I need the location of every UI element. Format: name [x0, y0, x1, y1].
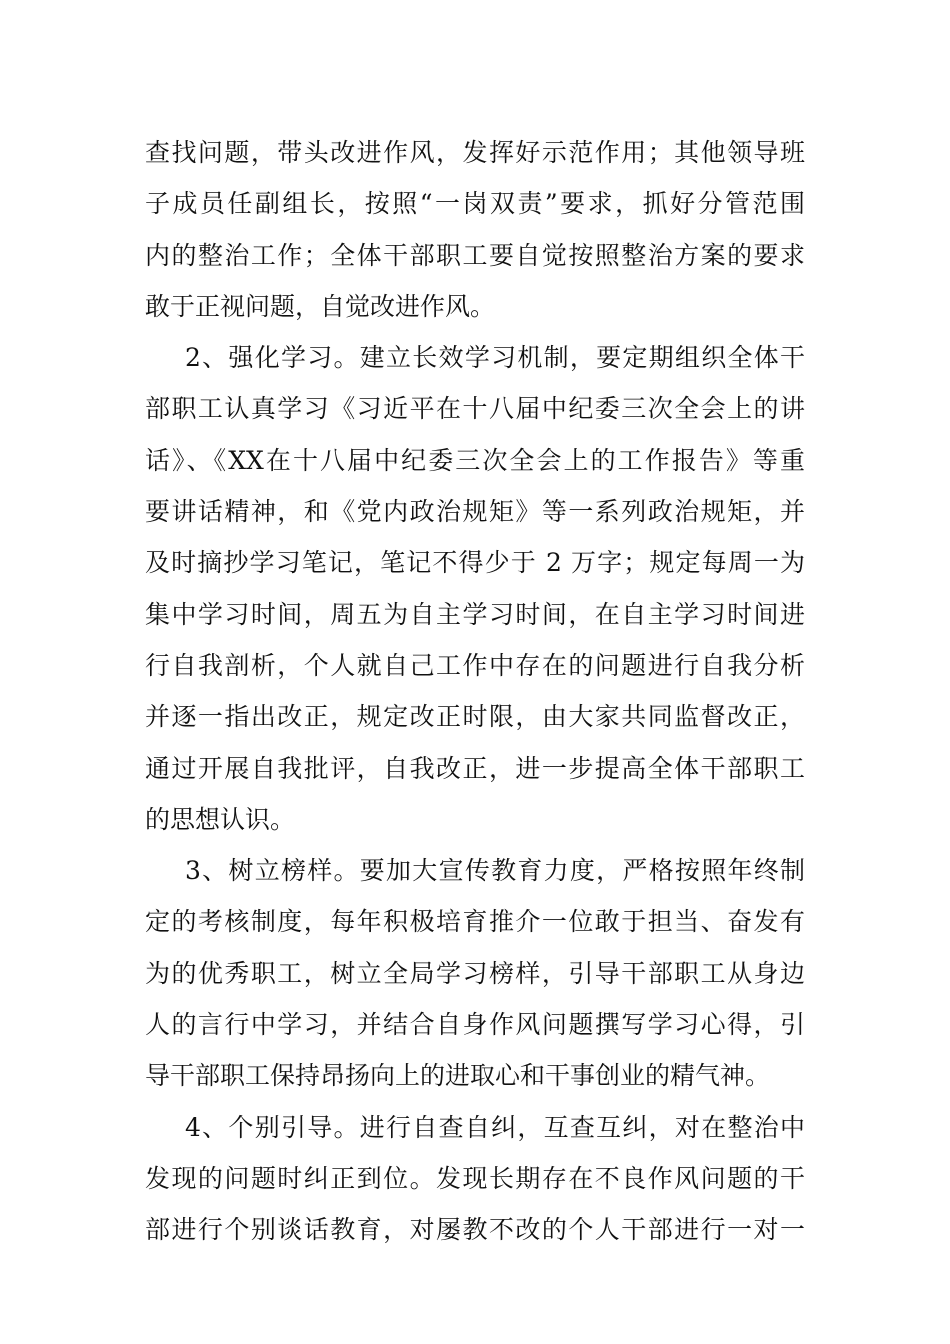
- text-line: 话》、《XX在十八届中纪委三次全会上的工作报告》等重: [145, 445, 805, 475]
- paragraph-first-line: 4、个别引导。进行自查自纠，互查互纠，对在整治中: [185, 1112, 805, 1142]
- text-line: 发现的问题时纠正到位。发现长期存在不良作风问题的干: [145, 1163, 805, 1193]
- text-line: 子成员任副组长，按照“一岗双责”要求，抓好分管范围: [145, 189, 805, 219]
- text-line: 的思想认识。: [145, 804, 296, 834]
- paragraph-first-line: 2、强化学习。建立长效学习机制，要定期组织全体干: [185, 343, 805, 373]
- text-line: 及时摘抄学习笔记，笔记不得少于 2 万字；规定每周一为: [145, 548, 805, 578]
- text-line: 敢于正视问题，自觉改进作风。: [145, 291, 496, 321]
- text-line: 内的整治工作；全体干部职工要自觉按照整治方案的要求: [145, 240, 805, 270]
- text-line: 要讲话精神，和《党内政治规矩》等一系列政治规矩，并: [145, 497, 805, 527]
- text-line: 查找问题，带头改进作风，发挥好示范作用；其他领导班: [145, 138, 805, 167]
- text-line: 为的优秀职工，树立全局学习榜样，引导干部职工从身边: [145, 958, 805, 988]
- text-line: 集中学习时间，周五为自主学习时间，在自主学习时间进: [145, 599, 805, 629]
- text-line: 行自我剖析，个人就自己工作中存在的问题进行自我分析: [145, 650, 805, 680]
- text-line: 并逐一指出改正，规定改正时限，由大家共同监督改正，: [145, 702, 805, 732]
- text-line: 部进行个别谈话教育，对屡教不改的个人干部进行一对一: [145, 1215, 805, 1245]
- text-line: 定的考核制度，每年积极培育推介一位敢于担当、奋发有: [145, 907, 805, 937]
- text-line: 通过开展自我批评，自我改正，进一步提高全体干部职工: [145, 753, 805, 783]
- text-line: 导干部职工保持昂扬向上的进取心和干事创业的精气神。: [145, 1061, 771, 1091]
- text-line: 部职工认真学习《习近平在十八届中纪委三次全会上的讲: [145, 394, 805, 424]
- text-line: 人的言行中学习，并结合自身作风问题撰写学习心得，引: [145, 1010, 805, 1040]
- document-body: [145, 127, 805, 1256]
- paragraph-first-line: 3、树立榜样。要加大宣传教育力度，严格按照年终制: [185, 856, 805, 886]
